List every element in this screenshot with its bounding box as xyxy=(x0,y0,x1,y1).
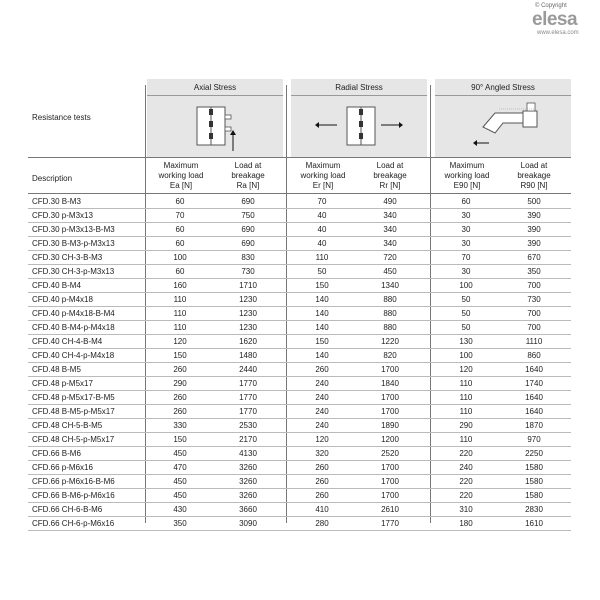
value-cell: 1710 xyxy=(239,281,257,290)
value-cell: 340 xyxy=(383,211,397,220)
value-cell: 30 xyxy=(461,267,471,276)
value-cell: 220 xyxy=(459,477,473,486)
value-cell: 60 xyxy=(175,225,185,234)
value-cell: 70 xyxy=(461,253,471,262)
value-cell: 490 xyxy=(383,197,397,206)
value-cell: 340 xyxy=(383,225,397,234)
value-cell: 140 xyxy=(315,323,329,332)
value-cell: 430 xyxy=(173,505,187,514)
value-cell: 40 xyxy=(317,239,327,248)
value-cell: 1620 xyxy=(239,337,257,346)
value-cell: 60 xyxy=(461,197,471,206)
value-cell: 450 xyxy=(383,267,397,276)
value-cell: 140 xyxy=(315,309,329,318)
value-cell: 730 xyxy=(527,295,541,304)
radial-stress-title: Radial Stress xyxy=(335,83,383,92)
r90-column-header: Load at breakage R90 [N] xyxy=(517,161,551,190)
value-cell: 350 xyxy=(527,267,541,276)
description-header: Description xyxy=(32,174,73,183)
value-cell: 1700 xyxy=(381,365,399,374)
value-cell: 500 xyxy=(527,197,541,206)
copyright-notice: © Copyright xyxy=(535,3,567,9)
value-cell: 30 xyxy=(461,225,471,234)
value-cell: 40 xyxy=(317,225,327,234)
value-cell: 30 xyxy=(461,239,471,248)
table-row xyxy=(0,251,600,265)
value-cell: 260 xyxy=(173,407,187,416)
value-cell: 750 xyxy=(241,211,255,220)
value-cell: 390 xyxy=(527,211,541,220)
value-cell: 100 xyxy=(459,351,473,360)
value-cell: 310 xyxy=(459,505,473,514)
description-cell: CFD.40 B-M4 xyxy=(32,281,81,290)
value-cell: 2440 xyxy=(239,365,257,374)
value-cell: 150 xyxy=(173,435,187,444)
value-cell: 50 xyxy=(461,295,471,304)
table-row xyxy=(0,321,600,335)
value-cell: 280 xyxy=(315,519,329,528)
value-cell: 1770 xyxy=(239,393,257,402)
value-cell: 690 xyxy=(241,239,255,248)
value-cell: 1640 xyxy=(525,407,543,416)
value-cell: 130 xyxy=(459,337,473,346)
value-cell: 700 xyxy=(527,281,541,290)
description-cell: CFD.66 p-M6x16-B-M6 xyxy=(32,477,115,486)
description-cell: CFD.30 CH-3-p-M3x13 xyxy=(32,267,115,276)
value-cell: 1580 xyxy=(525,491,543,500)
description-cell: CFD.48 CH-5-p-M5x17 xyxy=(32,435,115,444)
table-row xyxy=(0,307,600,321)
value-cell: 2520 xyxy=(381,449,399,458)
table-row xyxy=(0,293,600,307)
value-cell: 260 xyxy=(173,393,187,402)
value-cell: 1700 xyxy=(381,477,399,486)
value-cell: 220 xyxy=(459,449,473,458)
value-cell: 1230 xyxy=(239,295,257,304)
value-cell: 730 xyxy=(241,267,255,276)
value-cell: 160 xyxy=(173,281,187,290)
value-cell: 1700 xyxy=(381,407,399,416)
value-cell: 450 xyxy=(173,477,187,486)
value-cell: 1890 xyxy=(381,421,399,430)
e90-column-header: Maximum working load E90 [N] xyxy=(444,161,490,190)
value-cell: 690 xyxy=(241,197,255,206)
value-cell: 450 xyxy=(173,491,187,500)
table-row xyxy=(0,447,600,461)
value-cell: 100 xyxy=(459,281,473,290)
value-cell: 70 xyxy=(317,197,327,206)
description-cell: CFD.66 B-M6-p-M6x16 xyxy=(32,491,115,500)
table-row xyxy=(0,223,600,237)
radial-stress-panel xyxy=(291,79,427,157)
value-cell: 60 xyxy=(175,267,185,276)
description-cell: CFD.66 CH-6-B-M6 xyxy=(32,505,103,514)
value-cell: 110 xyxy=(459,435,473,444)
value-cell: 340 xyxy=(383,239,397,248)
value-cell: 240 xyxy=(315,407,329,416)
description-cell: CFD.30 p-M3x13-B-M3 xyxy=(32,225,115,234)
value-cell: 1580 xyxy=(525,463,543,472)
value-cell: 1580 xyxy=(525,477,543,486)
value-cell: 830 xyxy=(241,253,255,262)
table-row xyxy=(0,517,600,531)
value-cell: 880 xyxy=(383,295,397,304)
description-cell: CFD.40 B-M4-p-M4x18 xyxy=(32,323,115,332)
value-cell: 260 xyxy=(315,477,329,486)
value-cell: 50 xyxy=(461,309,471,318)
table-row xyxy=(0,433,600,447)
value-cell: 2830 xyxy=(525,505,543,514)
value-cell: 1740 xyxy=(525,379,543,388)
value-cell: 720 xyxy=(383,253,397,262)
value-cell: 240 xyxy=(315,393,329,402)
value-cell: 1230 xyxy=(239,309,257,318)
angled-stress-panel xyxy=(435,79,571,157)
value-cell: 1200 xyxy=(381,435,399,444)
radial-stress-icon xyxy=(315,99,405,154)
table-row xyxy=(0,335,600,349)
value-cell: 40 xyxy=(317,211,327,220)
value-cell: 1770 xyxy=(239,379,257,388)
description-cell: CFD.66 CH-6-p-M6x16 xyxy=(32,519,115,528)
value-cell: 290 xyxy=(459,421,473,430)
value-cell: 240 xyxy=(459,463,473,472)
value-cell: 450 xyxy=(173,449,187,458)
value-cell: 3260 xyxy=(239,491,257,500)
value-cell: 70 xyxy=(175,211,185,220)
value-cell: 120 xyxy=(315,435,329,444)
description-cell: CFD.30 B-M3 xyxy=(32,197,81,206)
value-cell: 150 xyxy=(315,281,329,290)
axial-stress-icon xyxy=(187,99,247,154)
value-cell: 390 xyxy=(527,239,541,248)
table-row xyxy=(0,391,600,405)
value-cell: 260 xyxy=(315,463,329,472)
value-cell: 100 xyxy=(173,253,187,262)
table-row xyxy=(0,209,600,223)
value-cell: 110 xyxy=(459,393,473,402)
table-row xyxy=(0,279,600,293)
value-cell: 880 xyxy=(383,323,397,332)
table-row xyxy=(0,265,600,279)
table-row xyxy=(0,405,600,419)
value-cell: 150 xyxy=(173,351,187,360)
value-cell: 260 xyxy=(173,365,187,374)
value-cell: 240 xyxy=(315,421,329,430)
value-cell: 330 xyxy=(173,421,187,430)
value-cell: 260 xyxy=(315,365,329,374)
value-cell: 690 xyxy=(241,225,255,234)
value-cell: 30 xyxy=(461,211,471,220)
value-cell: 1870 xyxy=(525,421,543,430)
description-cell: CFD.30 B-M3-p-M3x13 xyxy=(32,239,115,248)
value-cell: 3090 xyxy=(239,519,257,528)
value-cell: 140 xyxy=(315,351,329,360)
value-cell: 220 xyxy=(459,491,473,500)
er-column-header: Maximum working load Er [N] xyxy=(300,161,346,190)
value-cell: 260 xyxy=(315,491,329,500)
value-cell: 120 xyxy=(459,365,473,374)
value-cell: 1840 xyxy=(381,379,399,388)
value-cell: 110 xyxy=(459,407,473,416)
value-cell: 110 xyxy=(315,253,329,262)
description-cell: CFD.48 p-M5x17 xyxy=(32,379,93,388)
table-row xyxy=(0,363,600,377)
value-cell: 150 xyxy=(315,337,329,346)
value-cell: 470 xyxy=(173,463,187,472)
value-cell: 820 xyxy=(383,351,397,360)
description-cell: CFD.48 B-M5-p-M5x17 xyxy=(32,407,115,416)
value-cell: 60 xyxy=(175,197,185,206)
value-cell: 1700 xyxy=(381,491,399,500)
value-cell: 110 xyxy=(173,309,187,318)
value-cell: 880 xyxy=(383,309,397,318)
angled-stress-title: 90° Angled Stress xyxy=(471,83,535,92)
value-cell: 120 xyxy=(173,337,187,346)
value-cell: 670 xyxy=(527,253,541,262)
rr-column-header: Load at breakage Rr [N] xyxy=(373,161,407,190)
value-cell: 3260 xyxy=(239,463,257,472)
table-row xyxy=(0,503,600,517)
description-cell: CFD.48 p-M5x17-B-M5 xyxy=(32,393,115,402)
table-row xyxy=(0,419,600,433)
description-cell: CFD.40 p-M4x18 xyxy=(32,295,93,304)
description-cell: CFD.48 CH-5-B-M5 xyxy=(32,421,103,430)
value-cell: 3660 xyxy=(239,505,257,514)
value-cell: 1340 xyxy=(381,281,399,290)
value-cell: 860 xyxy=(527,351,541,360)
value-cell: 2250 xyxy=(525,449,543,458)
description-cell: CFD.48 B-M5 xyxy=(32,365,81,374)
value-cell: 350 xyxy=(173,519,187,528)
description-cell: CFD.66 B-M6 xyxy=(32,449,81,458)
value-cell: 2530 xyxy=(239,421,257,430)
value-cell: 110 xyxy=(173,323,187,332)
value-cell: 970 xyxy=(527,435,541,444)
value-cell: 1110 xyxy=(525,337,543,346)
description-cell: CFD.40 p-M4x18-B-M4 xyxy=(32,309,115,318)
resistance-tests-label: Resistance tests xyxy=(32,113,91,122)
table-row xyxy=(0,489,600,503)
description-cell: CFD.66 p-M6x16 xyxy=(32,463,93,472)
value-cell: 2170 xyxy=(239,435,257,444)
value-cell: 390 xyxy=(527,225,541,234)
value-cell: 180 xyxy=(459,519,473,528)
table-row xyxy=(0,237,600,251)
value-cell: 50 xyxy=(317,267,327,276)
value-cell: 1230 xyxy=(239,323,257,332)
value-cell: 700 xyxy=(527,309,541,318)
value-cell: 110 xyxy=(459,379,473,388)
value-cell: 2610 xyxy=(381,505,399,514)
value-cell: 410 xyxy=(315,505,329,514)
table-row xyxy=(0,349,600,363)
value-cell: 1480 xyxy=(239,351,257,360)
value-cell: 1640 xyxy=(525,393,543,402)
value-cell: 1700 xyxy=(381,463,399,472)
axial-stress-panel xyxy=(147,79,283,157)
description-cell: CFD.30 CH-3-B-M3 xyxy=(32,253,103,262)
value-cell: 4130 xyxy=(239,449,257,458)
ra-column-header: Load at breakage Ra [N] xyxy=(231,161,265,190)
value-cell: 320 xyxy=(315,449,329,458)
description-cell: CFD.40 CH-4-p-M4x18 xyxy=(32,351,115,360)
value-cell: 60 xyxy=(175,239,185,248)
table-row xyxy=(0,461,600,475)
description-cell: CFD.30 p-M3x13 xyxy=(32,211,93,220)
angled-stress-icon xyxy=(473,99,553,154)
website-url: www.elesa.com xyxy=(537,30,579,36)
elesa-logo: elesa xyxy=(532,9,578,30)
table-row xyxy=(0,377,600,391)
value-cell: 1610 xyxy=(525,519,543,528)
description-cell: CFD.40 CH-4-B-M4 xyxy=(32,337,103,346)
value-cell: 290 xyxy=(173,379,187,388)
value-cell: 3260 xyxy=(239,477,257,486)
table-row xyxy=(0,475,600,489)
table-row xyxy=(0,195,600,209)
value-cell: 240 xyxy=(315,379,329,388)
value-cell: 110 xyxy=(173,295,187,304)
value-cell: 1220 xyxy=(381,337,399,346)
value-cell: 50 xyxy=(461,323,471,332)
value-cell: 140 xyxy=(315,295,329,304)
axial-stress-title: Axial Stress xyxy=(193,83,237,92)
value-cell: 1700 xyxy=(381,393,399,402)
value-cell: 1640 xyxy=(525,365,543,374)
ea-column-header: Maximum working load Ea [N] xyxy=(158,161,204,190)
value-cell: 1770 xyxy=(381,519,399,528)
value-cell: 1770 xyxy=(239,407,257,416)
value-cell: 700 xyxy=(527,323,541,332)
